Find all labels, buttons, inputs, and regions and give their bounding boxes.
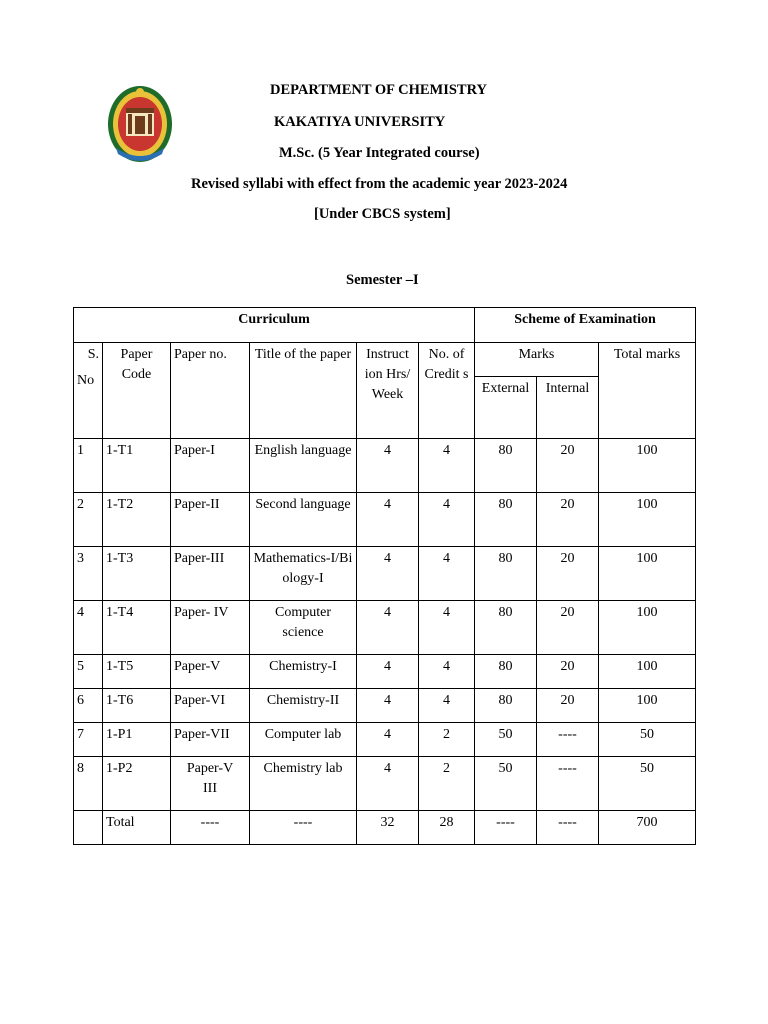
row-total: 50 bbox=[599, 723, 696, 757]
row-sno: 8 bbox=[74, 757, 103, 811]
row-paper: Paper- IV bbox=[171, 601, 250, 655]
paper-no-header: Paper no. bbox=[171, 343, 250, 439]
row-internal: ---- bbox=[537, 723, 599, 757]
course-title: M.Sc. (5 Year Integrated course) bbox=[279, 145, 480, 161]
table-column-header-row bbox=[74, 343, 696, 377]
total-label: Total bbox=[103, 811, 171, 845]
department-title: DEPARTMENT OF CHEMISTRY bbox=[270, 82, 488, 98]
row-internal: 20 bbox=[537, 439, 599, 493]
paper-code-header: Paper Code bbox=[103, 343, 171, 439]
row-total: 50 bbox=[599, 757, 696, 811]
row-external: 80 bbox=[475, 601, 537, 655]
curriculum-header: Curriculum bbox=[74, 308, 475, 343]
table-row bbox=[74, 493, 696, 547]
table-row bbox=[74, 723, 696, 757]
row-credits: 4 bbox=[419, 601, 475, 655]
row-external: 50 bbox=[475, 723, 537, 757]
sno-header-line1: S. bbox=[87, 347, 99, 362]
row-sno: 6 bbox=[74, 689, 103, 723]
row-code: 1-T4 bbox=[103, 601, 171, 655]
row-paper: Paper-III bbox=[171, 547, 250, 601]
total-sno bbox=[74, 811, 103, 845]
row-internal: 20 bbox=[537, 655, 599, 689]
row-external: 80 bbox=[475, 689, 537, 723]
row-hrs: 4 bbox=[357, 689, 419, 723]
row-paper: Paper-II bbox=[171, 493, 250, 547]
row-credits: 2 bbox=[419, 723, 475, 757]
table-row bbox=[74, 439, 696, 493]
university-name: KAKATIYA UNIVERSITY bbox=[274, 114, 446, 130]
table-row bbox=[74, 757, 696, 811]
row-code: 1-P2 bbox=[103, 757, 171, 811]
row-title: Computer lab bbox=[250, 723, 357, 757]
row-credits: 4 bbox=[419, 655, 475, 689]
row-hrs: 4 bbox=[357, 757, 419, 811]
sno-header bbox=[74, 343, 103, 439]
row-total: 100 bbox=[599, 493, 696, 547]
row-total: 100 bbox=[599, 439, 696, 493]
row-total: 100 bbox=[599, 601, 696, 655]
row-sno: 1 bbox=[74, 439, 103, 493]
row-hrs: 4 bbox=[357, 601, 419, 655]
row-code: 1-T2 bbox=[103, 493, 171, 547]
row-external: 50 bbox=[475, 757, 537, 811]
row-code: 1-T6 bbox=[103, 689, 171, 723]
university-seal-logo bbox=[106, 82, 174, 166]
row-internal: 20 bbox=[537, 547, 599, 601]
semester-title: Semester –I bbox=[346, 272, 419, 288]
title-header: Title of the paper bbox=[250, 343, 357, 439]
row-external: 80 bbox=[475, 439, 537, 493]
total-title: ---- bbox=[250, 811, 357, 845]
row-internal: 20 bbox=[537, 689, 599, 723]
table-row bbox=[74, 655, 696, 689]
row-hrs: 4 bbox=[357, 547, 419, 601]
row-title: English language bbox=[250, 439, 357, 493]
row-hrs: 4 bbox=[357, 439, 419, 493]
row-sno: 2 bbox=[74, 493, 103, 547]
row-credits: 4 bbox=[419, 439, 475, 493]
row-sno: 5 bbox=[74, 655, 103, 689]
row-internal: 20 bbox=[537, 601, 599, 655]
row-total: 100 bbox=[599, 655, 696, 689]
total-marks: 700 bbox=[599, 811, 696, 845]
row-paper: Paper-VI bbox=[171, 689, 250, 723]
row-sno: 7 bbox=[74, 723, 103, 757]
row-title: Chemistry-I bbox=[250, 655, 357, 689]
row-credits: 4 bbox=[419, 547, 475, 601]
revised-syllabi-note: Revised syllabi with effect from the academic year 2023-2024 bbox=[191, 176, 568, 192]
row-total: 100 bbox=[599, 689, 696, 723]
row-hrs: 4 bbox=[357, 655, 419, 689]
row-title: Computer science bbox=[250, 601, 357, 655]
external-header: External bbox=[475, 377, 537, 439]
row-internal: 20 bbox=[537, 493, 599, 547]
row-sno: 3 bbox=[74, 547, 103, 601]
internal-header: Internal bbox=[537, 377, 599, 439]
total-hrs: 32 bbox=[357, 811, 419, 845]
row-credits: 4 bbox=[419, 493, 475, 547]
table-row bbox=[74, 601, 696, 655]
row-external: 80 bbox=[475, 493, 537, 547]
total-external: ---- bbox=[475, 811, 537, 845]
syllabus-table bbox=[73, 307, 696, 845]
row-credits: 4 bbox=[419, 689, 475, 723]
row-hrs: 4 bbox=[357, 723, 419, 757]
table-total-row bbox=[74, 811, 696, 845]
total-paper: ---- bbox=[171, 811, 250, 845]
row-paper: Paper-V bbox=[171, 655, 250, 689]
total-internal: ---- bbox=[537, 811, 599, 845]
row-hrs: 4 bbox=[357, 493, 419, 547]
row-title: Mathematics-I/Biology-I bbox=[250, 547, 357, 601]
row-code: 1-P1 bbox=[103, 723, 171, 757]
instruction-hours-header: Instruct ion Hrs/ Week bbox=[357, 343, 419, 439]
row-paper: Paper-VIII bbox=[171, 757, 250, 811]
total-credits: 28 bbox=[419, 811, 475, 845]
row-title: Second language bbox=[250, 493, 357, 547]
total-marks-header: Total marks bbox=[599, 343, 696, 439]
scheme-of-examination-header: Scheme of Examination bbox=[475, 308, 696, 343]
row-credits: 2 bbox=[419, 757, 475, 811]
marks-header: Marks bbox=[475, 343, 599, 377]
row-code: 1-T1 bbox=[103, 439, 171, 493]
table-group-header-row bbox=[74, 308, 696, 343]
row-total: 100 bbox=[599, 547, 696, 601]
row-title: Chemistry-II bbox=[250, 689, 357, 723]
row-paper: Paper-I bbox=[171, 439, 250, 493]
table-row bbox=[74, 547, 696, 601]
cbcs-system-note: [Under CBCS system] bbox=[314, 206, 451, 222]
row-title: Chemistry lab bbox=[250, 757, 357, 811]
row-external: 80 bbox=[475, 655, 537, 689]
sno-header-line2: No bbox=[77, 373, 95, 388]
row-code: 1-T3 bbox=[103, 547, 171, 601]
row-code: 1-T5 bbox=[103, 655, 171, 689]
row-paper: Paper-VII bbox=[171, 723, 250, 757]
row-external: 80 bbox=[475, 547, 537, 601]
row-sno: 4 bbox=[74, 601, 103, 655]
table-row bbox=[74, 689, 696, 723]
row-internal: ---- bbox=[537, 757, 599, 811]
credits-header: No. of Credit s bbox=[419, 343, 475, 439]
